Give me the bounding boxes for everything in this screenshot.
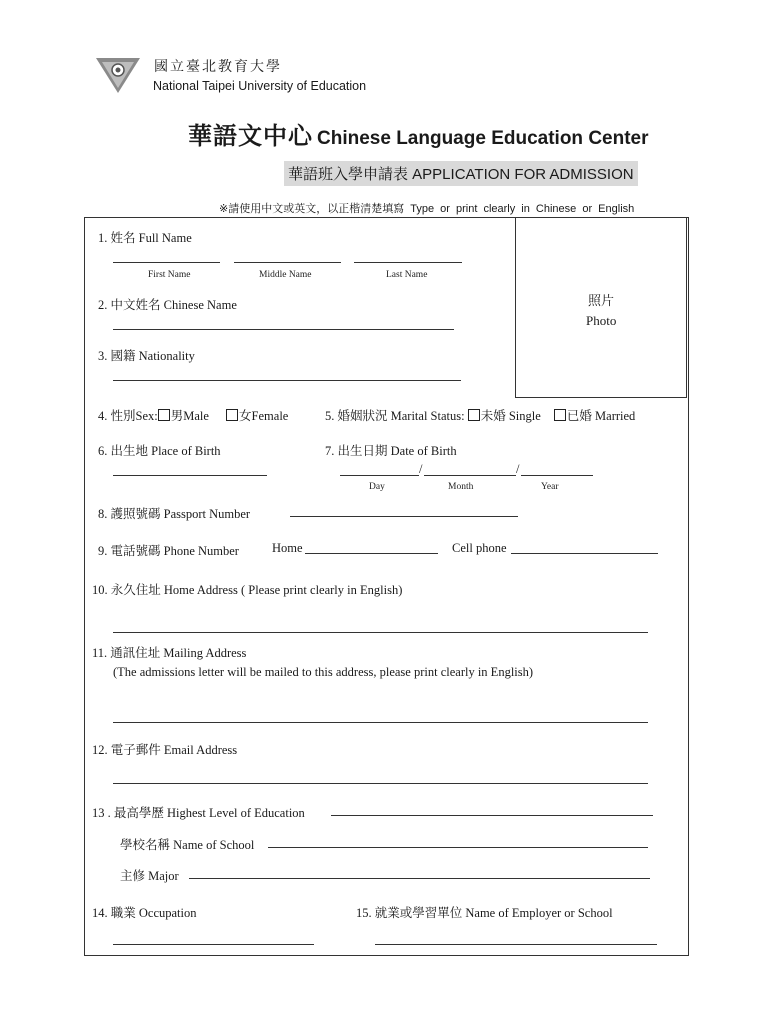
school-label: 學校名稱 Name of School [120,838,255,852]
employer-label: 15. 就業或學習單位 Name of Employer or School [356,906,613,920]
mailing-address-field[interactable] [113,722,648,723]
home-address-label: 10. 永久住址 Home Address ( Please print clearly in English) [92,583,403,597]
instruction-text: ※請使用中文或英文，以正楷清楚填寫 Type or print clearly in Chinese or English [219,203,635,215]
email-field[interactable] [113,783,648,784]
university-name-en: National Taipei University of Education [153,79,367,93]
school-field[interactable] [268,847,648,848]
mailing-address-label: 11. 通訊住址 Mailing Address [92,646,247,660]
form-title: 華語班入學申請表 APPLICATION FOR ADMISSION [284,161,638,186]
home-address-field[interactable] [113,632,648,633]
chinese-name-field[interactable] [113,329,454,330]
year-caption: Year [541,482,559,492]
date-separator: / [516,462,520,476]
education-label: 13 . 最高學歷 Highest Level of Education [92,806,305,820]
home-phone-label: Home [272,541,303,555]
birth-place-label: 6. 出生地 Place of Birth [98,444,221,458]
education-field[interactable] [331,815,653,816]
last-name-caption: Last Name [386,270,428,280]
passport-label: 8. 護照號碼 Passport Number [98,507,251,521]
single-label: 未婚 Single [480,409,541,423]
male-label: 男Male [170,409,209,423]
birth-place-field[interactable] [113,475,267,476]
first-name-caption: First Name [148,270,191,280]
emblem-icon [94,55,142,95]
email-label: 12. 電子郵件 Email Address [92,743,238,757]
center-title-zh: 華語文中心 [188,124,313,150]
married-checkbox[interactable] [554,409,566,421]
mailing-address-note: (The admissions letter will be mailed to this address, please print clearly in English) [113,665,534,679]
marital-row [325,406,635,424]
middle-name-field[interactable] [234,262,341,263]
major-field[interactable] [189,878,650,879]
cell-phone-label: Cell phone [452,541,507,555]
birth-date-label: 7. 出生日期 Date of Birth [325,444,457,458]
married-label: 已婚 Married [566,409,636,423]
first-name-field[interactable] [113,262,220,263]
employer-field[interactable] [375,944,657,945]
birth-day-field[interactable] [340,475,419,476]
university-name-zh: 國立臺北教育大學 [154,58,282,74]
occupation-field[interactable] [113,944,314,945]
female-label: 女Female [239,409,289,423]
chinese-name-label: 2. 中文姓名 Chinese Name [98,298,237,312]
full-name-label: 1. 姓名 Full Name [98,231,192,245]
middle-name-caption: Middle Name [259,270,312,280]
sex-label: 4. 性別Sex: [98,409,158,423]
male-checkbox[interactable] [158,409,170,421]
photo-label-en: Photo [586,313,617,328]
phone-label: 9. 電話號碼 Phone Number [98,544,239,558]
center-title [188,116,649,151]
birth-month-field[interactable] [424,475,516,476]
sex-row [98,406,288,424]
nationality-label: 3. 國籍 Nationality [98,349,195,363]
single-checkbox[interactable] [468,409,480,421]
occupation-label: 14. 職業 Occupation [92,906,197,920]
female-checkbox[interactable] [226,409,238,421]
date-separator: / [419,462,423,476]
home-phone-field[interactable] [305,553,438,554]
nationality-field[interactable] [113,380,461,381]
passport-field[interactable] [290,516,518,517]
major-label: 主修 Major [120,869,179,883]
center-title-en: Chinese Language Education Center [317,128,649,149]
photo-box[interactable] [515,217,687,398]
university-logo [94,55,142,95]
cell-phone-field[interactable] [511,553,658,554]
month-caption: Month [448,482,474,492]
birth-year-field[interactable] [521,475,593,476]
marital-label: 5. 婚姻狀況 Marital Status: [325,409,465,423]
photo-label-zh: 照片 [588,293,615,308]
day-caption: Day [369,482,385,492]
last-name-field[interactable] [354,262,462,263]
